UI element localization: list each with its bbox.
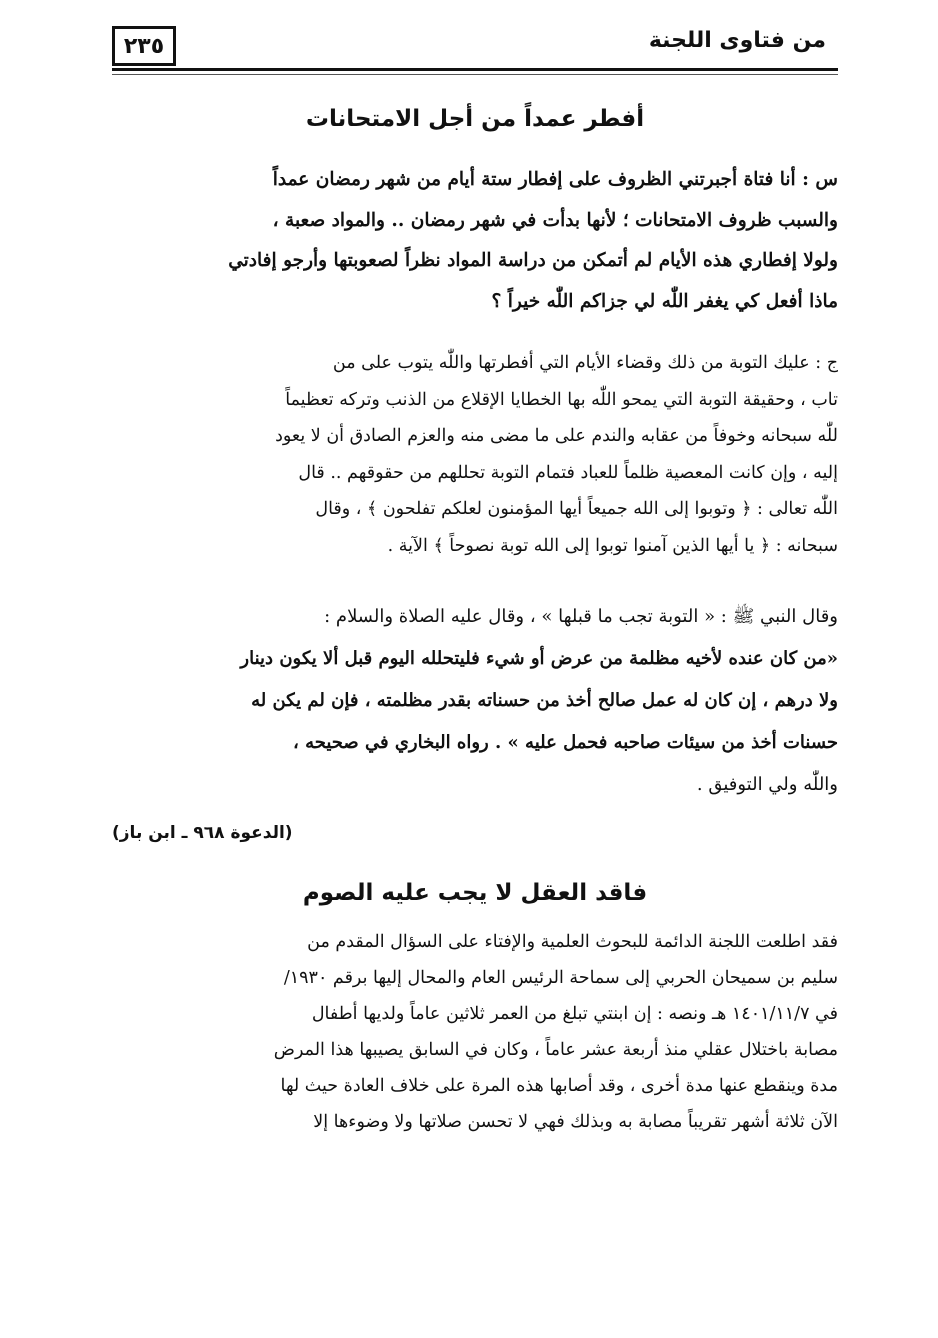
question-line: والسبب ظروف الامتحانات ؛ لأنها بدأت في شهر رمضان .. والمواد صعبة ، [272, 209, 838, 231]
hadith-line: حسنات أخذ من سيئات صاحبه فحمل عليه » . رواه البخاري في صحيحه ، [293, 732, 838, 753]
question-line: ماذا أفعل كي يغفر اللّٰه لي جزاكم اللّٰه خيراً ؟ [491, 290, 838, 312]
fatwa-source: (الدعوة ٩٦٨ ـ ابن باز) [112, 823, 293, 843]
section-title-exams: أفطر عمداً من أجل الامتحانات [305, 106, 645, 132]
hadith-line: «من كان عنده لأخيه مظلمة من عرض أو شيء فليتحلله اليوم قبل ألا يكون دينار [240, 648, 838, 669]
section-title-insanity: فاقد العقل لا يجب عليه الصوم [302, 880, 648, 906]
question-paragraph [112, 160, 838, 322]
hadith-line: واللّٰه ولي التوفيق . [696, 774, 838, 795]
header-rule-thin [112, 74, 838, 75]
answer-line: اللّٰه تعالى : ﴿ وتوبوا إلى الله جميعاً أيها المؤمنون لعلكم تفلحون ﴾ ، وقال [315, 499, 838, 519]
answer-line: تاب ، وحقيقة التوبة التي يمحو اللّٰه بها الخطايا الإقلاع من الذنب وتركه تعظيماً [285, 389, 838, 410]
body-line: سليم بن سميحان الحربي إلى سماحة الرئيس العام والمحال إليها برقم ١٩٣٠/ [283, 968, 838, 988]
hadith-paragraph [112, 596, 838, 806]
body-line: الآن ثلاثة أشهر تقريباً مصابة به وبذلك فهي لا تحسن صلاتها ولا وضوءها إلا [313, 1112, 838, 1132]
running-title: من فتاوى اللجنة [648, 28, 826, 53]
answer-line: سبحانه : ﴿ يا أيها الذين آمنوا توبوا إلى الله توبة نصوحاً ﴾ الآية . [387, 535, 838, 556]
question-line: ولولا إفطاري هذه الأيام لم أتمكن من دراسة المواد نظراً لصعوبتها وأرجو إفادتي [228, 250, 838, 271]
question-line: س : أنا فتاة أجبرتني الظروف على إفطار ستة أيام من شهر رمضان عمداً [272, 169, 838, 190]
page-number: ٢٣٥ [123, 33, 165, 59]
body-line: في ١٤٠١/١١/٧ هـ ونصه : إن ابنتي تبلغ من العمر ثلاثين عاماً ولديها أطفال [311, 1004, 838, 1024]
header-rule-thick [112, 68, 838, 71]
body-line: مدة وينقطع عنها مدة أخرى ، وقد أصابها هذه المرة على خلاف العادة حيث لها [280, 1076, 838, 1096]
answer-paragraph [112, 345, 838, 564]
body-line: فقد اطلعت اللجنة الدائمة للبحوث العلمية والإفتاء على السؤال المقدم من [307, 932, 838, 952]
body-line: مصابة باختلال عقلي منذ أربعة عشر عاماً ، وكان في السابق يصيبها هذا المرض [273, 1040, 838, 1060]
page-number-box [112, 26, 176, 66]
answer-line: للّٰه سبحانه وخوفاً من عقابه والندم على ما مضى منه والعزم الصادق أن لا يعود [275, 426, 838, 446]
answer-line: ج : عليك التوبة من ذلك وقضاء الأيام التي أفطرتها واللّٰه يتوب على من [332, 353, 838, 373]
body-paragraph [112, 924, 838, 1140]
hadith-line: وقال النبي ﷺ : « التوبة تجب ما قبلها » ، وقال عليه الصلاة والسلام : [324, 606, 838, 627]
answer-line: إليه ، وإن كانت المعصية ظلماً للعباد فتمام التوبة تحللهم من حقوقهم .. قال [298, 462, 838, 483]
hadith-line: ولا درهم ، إن كان له عمل صالح أخذ من حسناته بقدر مظلمته ، فإن لم يكن له [251, 690, 838, 711]
